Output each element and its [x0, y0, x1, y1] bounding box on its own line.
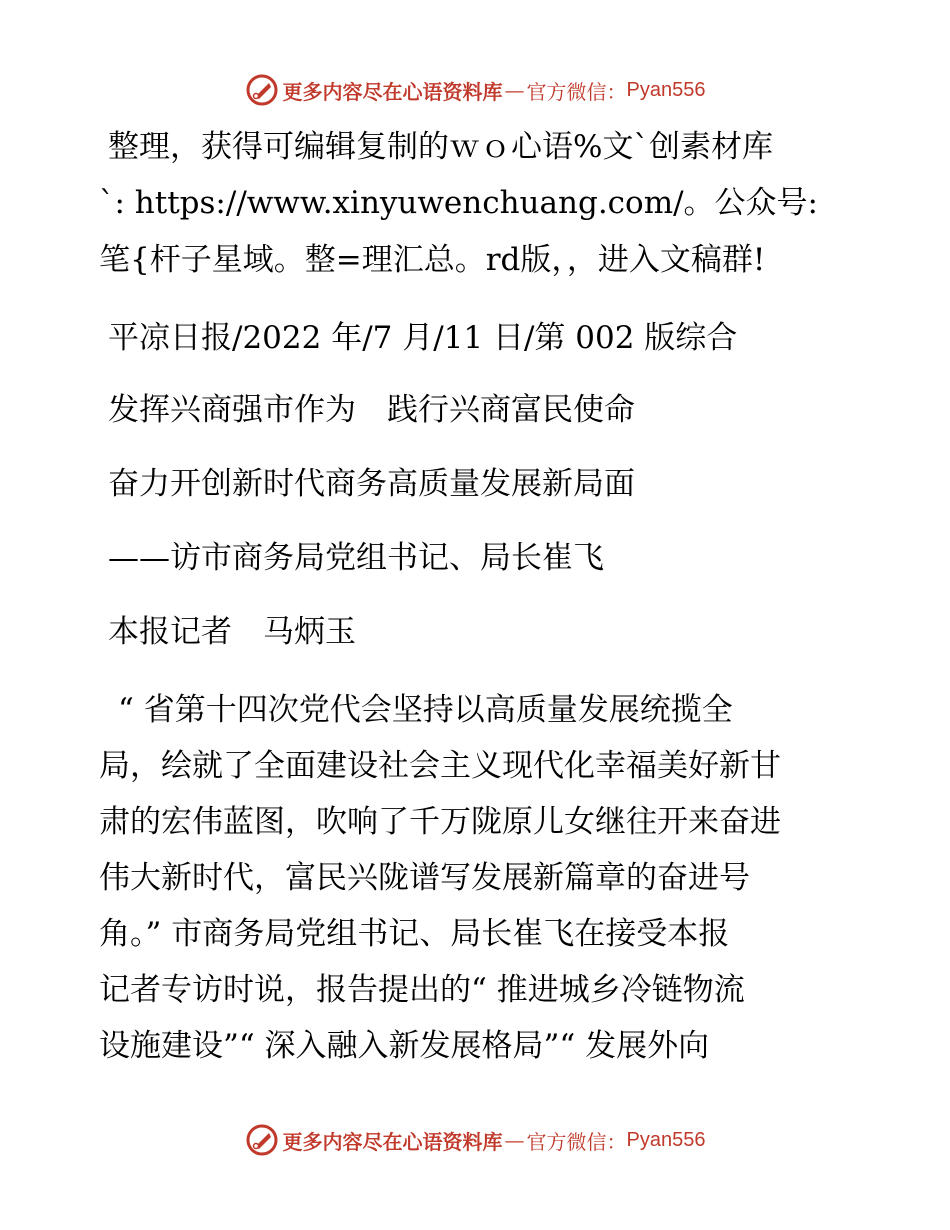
byline: 本报记者 马炳玉 — [108, 614, 356, 650]
subheadline: ——访市商务局党组书记、局长崔飞 — [108, 540, 604, 576]
notice-line-1: 整理，获得可编辑复制的ｗｏ心语%文`创素材库 — [108, 129, 773, 165]
headline-2: 奋力开创新时代商务高质量发展新局面 — [108, 466, 635, 502]
header-banner — [0, 70, 950, 110]
body-line: 角。” 市商务局党组书记、局长崔飞在接受本报 — [99, 916, 730, 952]
body-line: 肃的宏伟蓝图，吹响了千万陇原儿女继往开来奋进 — [99, 804, 781, 840]
banner-separator: — — [504, 1128, 525, 1152]
notice-line-3: 笔{杆子星域。整=理汇总。rd版，，进入文稿群! — [99, 242, 766, 278]
body-line: 记者专访时说，报告提出的“ 推进城乡冷链物流 — [99, 972, 745, 1008]
banner-sub-text: 官方微信： — [526, 79, 627, 104]
banner-separator: — — [504, 78, 525, 102]
banner-wechat-code: Pyan556 — [626, 78, 706, 101]
feather-pen-circle-icon — [245, 1123, 279, 1157]
banner-sub-text: 官方微信： — [526, 1129, 627, 1154]
body-line: 伟大新时代，富民兴陇谱写发展新篇章的奋进号 — [99, 860, 750, 896]
footer-banner — [0, 1120, 950, 1160]
body-line: 局，绘就了全面建设社会主义现代化幸福美好新甘 — [99, 748, 781, 784]
body-line: “ 省第十四次党代会坚持以高质量发展统揽全 — [118, 692, 733, 728]
banner-wechat-code: Pyan556 — [626, 1128, 706, 1151]
banner-main-text: 更多内容尽在心语资料库 — [282, 1129, 503, 1154]
feather-pen-circle-icon — [245, 73, 279, 107]
source-line: 平凉日报/2022 年/7 月/11 日/第 002 版综合 — [108, 320, 738, 356]
banner-main-text: 更多内容尽在心语资料库 — [282, 79, 503, 104]
headline-1: 发挥兴商强市作为 践行兴商富民使命 — [108, 392, 635, 428]
notice-line-2: `: https://www.xinyuwenchuang.com/。公众号: — [99, 185, 818, 221]
body-line: 设施建设”“ 深入融入新发展格局”“ 发展外向 — [99, 1028, 710, 1064]
